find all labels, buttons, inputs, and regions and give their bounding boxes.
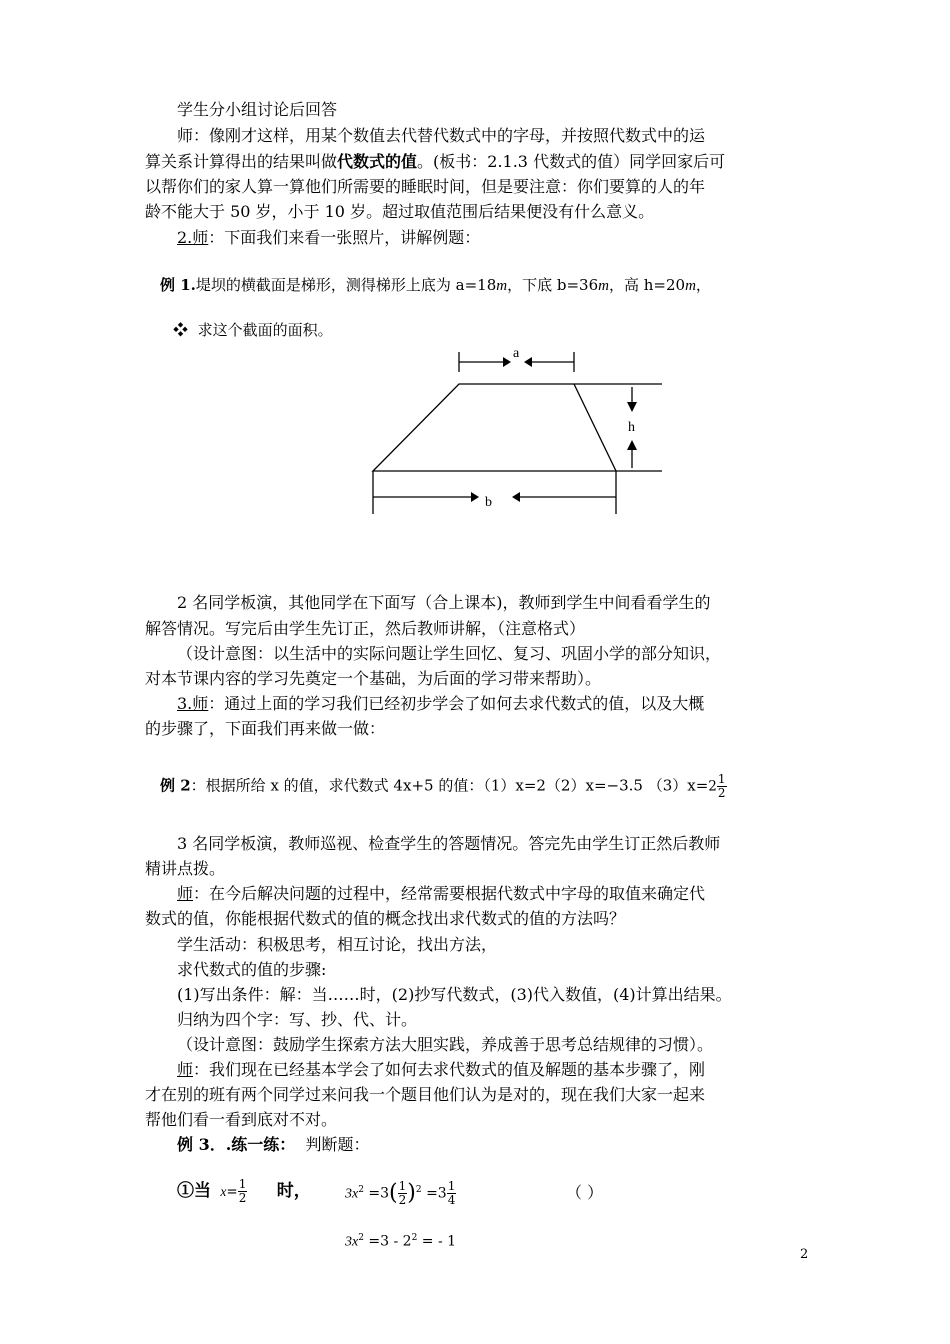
text-line: 数式的值，你能根据代数式的值的概念找出求代数式的值的方法吗？ xyxy=(145,909,626,928)
text-line: 才在别的班有两个同学过来问我一个题目他们认为是对的，现在我们大家一起来 xyxy=(145,1085,706,1104)
text-line: 精讲点拨。 xyxy=(145,859,226,878)
text-line: 师：我们现在已经基本学会了如何去求代数式的值及解题的基本步骤了，刚 xyxy=(177,1060,706,1079)
text-line: 以帮你们的家人算一算他们所需要的睡眠时间，但是要注意：你们要算的人的年 xyxy=(145,177,706,196)
text-line: 师：像刚才这样，用某个数值去代替代数式中的字母，并按照代数式中的运 xyxy=(177,126,706,145)
text-line: （设计意图：鼓励学生探索方法大胆实践，养成善于思考总结规律的习惯）。 xyxy=(177,1035,714,1054)
fraction-quarter: $\frac{1}{4}$ xyxy=(447,1179,456,1208)
text-line: 帮他们看一看到底对不对。 xyxy=(145,1110,338,1129)
text-line: 3 名同学板演，教师巡视、检查学生的答题情况。答完先由学生订正然后教师 xyxy=(177,834,721,853)
label-b: b xyxy=(485,495,492,510)
judge-expression-1: $3x^2 =3$( $\frac{1}{2}$ )$^2$ =3 $\frac{1}{4}$ xyxy=(345,1179,456,1208)
example-1: 例 1.堤坝的横截面是梯形，测得梯形上底为 a=18m，下底 b=36m，高 h=20m， xyxy=(160,276,711,294)
text-line: (1)写出条件：解：当……时，(2)抄写代数式，(3)代入数值，(4)计算出结果。 xyxy=(177,985,732,1004)
fraction-half: $\frac{1}{2}$ xyxy=(398,1179,407,1208)
text-line: （设计意图：以生活中的实际问题让学生回忆、复习、巩固小学的部分知识， xyxy=(177,644,722,663)
fraction-half: $\frac{1}{2}$ xyxy=(717,772,726,800)
text-line: 2.师：下面我们来看一张照片，讲解例题： xyxy=(177,228,481,247)
example-2: 例 2：根据所给 x 的值，求代数式 4x+5 的值：（1）x=2（2）x=−3.5 （3）x=2 $\frac{1}{2}$ xyxy=(160,772,726,800)
example-3: 例 3．.练一练： 判断题： xyxy=(177,1135,370,1154)
fraction-half: $\frac{1}{2}$ xyxy=(238,1177,247,1205)
text-line: 2 名同学板演，其他同学在下面写（合上课本)，教师到学生中间看看学生的 xyxy=(177,593,711,612)
text-line: 师：在今后解决问题的过程中，经常需要根据代数式中字母的取值来确定代 xyxy=(177,884,706,903)
bullet-icon: ❖ xyxy=(173,321,189,339)
judge-item-1: ①当 x= $\frac{1}{2}$ 时， xyxy=(177,1177,311,1205)
page-number: 2 xyxy=(800,1247,809,1262)
key-term: 代数式的值 xyxy=(337,152,418,171)
text-line: 3.师：通过上面的学习我们已经初步学会了如何去求代数式的值，以及大概 xyxy=(177,694,705,713)
trapezoid-shape xyxy=(373,384,616,471)
judge-expression-2: $3x^2 =3 - 2^2$ = - 1 xyxy=(345,1233,457,1250)
text-line: 求代数式的值的步骤: xyxy=(177,960,327,979)
text-line: 算关系计算得出的结果叫做代数式的值。(板书：2.1.3 代数式的值）同学回家后可 xyxy=(145,152,726,171)
question-line: ❖ 求这个截面的面积。 xyxy=(173,321,333,339)
text-line: 龄不能大于 50 岁，小于 10 岁。超过取值范围后结果便没有什么意义。 xyxy=(145,202,655,221)
label-a: a xyxy=(513,346,520,361)
label-h: h xyxy=(628,420,635,435)
text-line: 学生活动：积极思考，相互讨论，找出方法， xyxy=(177,935,498,954)
text-line: 归纳为四个字：写、抄、代、计。 xyxy=(177,1010,418,1029)
trapezoid-diagram xyxy=(360,340,670,540)
text-line: 学生分小组讨论后回答 xyxy=(177,100,338,119)
text-line: 解答情况。写完后由学生先订正，然后教师讲解，（注意格式） xyxy=(145,619,586,638)
text-line: 对本节课内容的学习先奠定一个基础，为后面的学习带来帮助）。 xyxy=(145,669,602,688)
answer-blank[interactable]: （ ） xyxy=(566,1183,604,1202)
text-line: 的步骤了，下面我们再来做一做： xyxy=(145,719,386,738)
